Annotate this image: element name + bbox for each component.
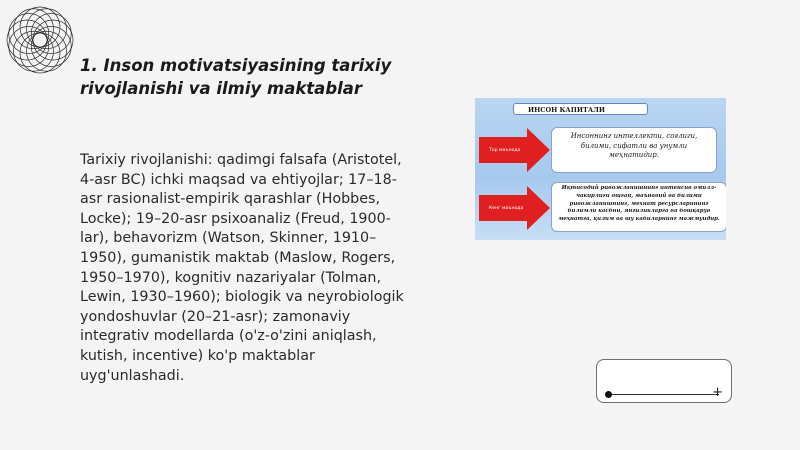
spirograph-logo xyxy=(4,4,76,76)
human-capital-diagram xyxy=(475,98,726,240)
progress-track[interactable] xyxy=(608,394,719,395)
plus-icon[interactable]: + xyxy=(712,385,723,400)
slide-body-text: Tarixiy rivojlanishi: qadimgi falsafa (Aristotel, 4-asr BC) ichki maqsad va ehtiyojlar; 17–18-asr rasionalist-empirik qarashlar (Hobbes, Locke); 19–20-asr psixoanaliz (Freud, 1900-lar), behavorizm (Watson, Skinner, 1910–1950), gumanistik maktab (Maslow, Rogers, 1950–1970), kognitiv nazariyalar (Tolman, Lewin, 1930–1960); biologik va neyrobiologik yondoshuvlar (20–21-asr); zamonaviy integrativ modellarda (o'z-o'zini aniqlash, kutish, incentive) ko'p maktablar uyg'unlashadi. xyxy=(80,152,404,384)
slide-title: 1. Inson motivatsiyasining tarixiy rivojlanishi va ilmiy maktablar xyxy=(80,56,392,98)
diagram-header: ИНСОН КАПИТАЛИ xyxy=(513,103,648,115)
diagram-box-top: Инсоннинг интеллекти, соғлиги, билими, сифатли ва унумли меҳнатидир. xyxy=(551,127,717,173)
arrow-top-label: Тор маънода xyxy=(489,148,521,153)
diagram-box-bottom: Иқтисодий ривожланишнинг интенсив омилл- чакирлиги ошган, маънавий ва билими ривожланишнинг, мехнат ресурсларининг билимли касбни, янгиликларга ва бошқарув меҳнатга, қилим ва шу кабиларнинг мажмуидир. xyxy=(551,182,726,232)
media-progress-widget[interactable] xyxy=(596,359,732,403)
dot-icon[interactable] xyxy=(605,391,612,398)
arrow-bottom-label: Кенг маънода xyxy=(489,206,524,211)
